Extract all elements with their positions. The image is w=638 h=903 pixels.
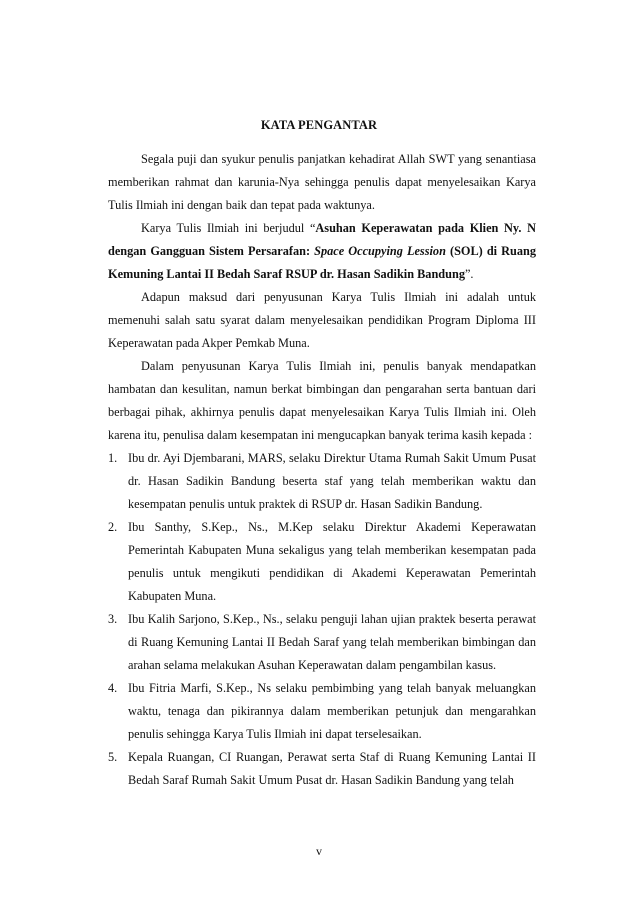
list-item-number: 2.	[108, 520, 118, 534]
list-item-number: 5.	[108, 750, 118, 764]
list-item-text: Ibu Kalih Sarjono, S.Kep., Ns., selaku penguji lahan ujian praktek beserta perawat di Ruang Kemuning Lantai II Bedah Saraf yang telah memberikan bimbingan dan arahan selama melakukan Asuhan Keperawatan dalam pengambilan kasus.	[128, 612, 536, 672]
list-item-number: 4.	[108, 681, 118, 695]
paragraph-2-title-bold-2: (SOL) di Ruang Kemuning Lantai II Bedah Saraf RSUP dr. Hasan Sadikin Bandung	[108, 244, 536, 281]
list-item-number: 1.	[108, 451, 118, 465]
paragraph-2-outro: ”.	[464, 267, 474, 281]
list-item-text: Kepala Ruangan, CI Ruangan, Perawat serta Staf di Ruang Kemuning Lantai II Bedah Saraf Rumah Sakit Umum Pusat dr. Hasan Sadikin Bandung yang telah	[128, 750, 536, 787]
list-item	[108, 677, 536, 746]
paragraph-2-title-bold: Asuhan Keperawatan pada Klien Ny. N dengan Gangguan Sistem Persarafan:	[108, 221, 536, 258]
page-number: v	[316, 844, 322, 858]
paragraph-1: Segala puji dan syukur penulis panjatkan kehadirat Allah SWT yang senantiasa memberikan rahmat dan karunia-Nya sehingga penulis dapat menyelesaikan Karya Tulis Ilmiah ini dengan baik dan tepat pada waktunya.	[108, 152, 536, 212]
paragraph-2-title-italic: Space Occupying Lession	[314, 244, 446, 258]
list-item	[108, 746, 536, 792]
paragraph-2	[108, 217, 536, 286]
paragraph-4: Dalam penyusunan Karya Tulis Ilmiah ini, penulis banyak mendapatkan hambatan dan kesulitan, namun berkat bimbingan dan pengarahan serta bantuan dari berbagai pihak, akhirnya penulis dapat menyelesaikan Karya Tulis Ilmiah ini. Oleh karena itu, penulisa dalam kesempatan ini mengucapkan banyak terima kasih kepada :	[108, 359, 536, 442]
list-item	[108, 516, 536, 608]
paragraph-3: Adapun maksud dari penyusunan Karya Tulis Ilmiah ini adalah untuk memenuhi salah satu syarat dalam menyelesaikan pendidikan Program Diploma III Keperawatan pada Akper Pemkab Muna.	[108, 290, 536, 350]
list-item-text: Ibu Santhy, S.Kep., Ns., M.Kep selaku Direktur Akademi Keperawatan Pemerintah Kabupaten Muna sekaligus yang telah memberikan kesempatan pada penulis untuk mengikuti pendidikan di Akademi Keperawatan Pemerintah Kabupaten Muna.	[128, 520, 536, 603]
page-title: KATA PENGANTAR	[260, 118, 378, 132]
acknowledgement-list	[108, 447, 536, 792]
list-item-text: Ibu dr. Ayi Djembarani, MARS, selaku Direktur Utama Rumah Sakit Umum Pusat dr. Hasan Sadikin Bandung beserta staf yang telah memberikan waktu dan kesempatan penulis untuk praktek di RSUP dr. Hasan Sadikin Bandung.	[128, 451, 536, 511]
list-item	[108, 608, 536, 677]
list-item-text: Ibu Fitria Marfi, S.Kep., Ns selaku pembimbing yang telah banyak meluangkan waktu, tenaga dan pikirannya dalam memberikan petunjuk dan mengarahkan penulis sehingga Karya Tulis Ilmiah ini dapat terselesaikan.	[128, 681, 536, 741]
list-item-number: 3.	[108, 612, 118, 626]
document-body	[108, 148, 536, 792]
paragraph-2-intro: Karya Tulis Ilmiah ini berjudul “	[141, 221, 316, 235]
list-item	[108, 447, 536, 516]
